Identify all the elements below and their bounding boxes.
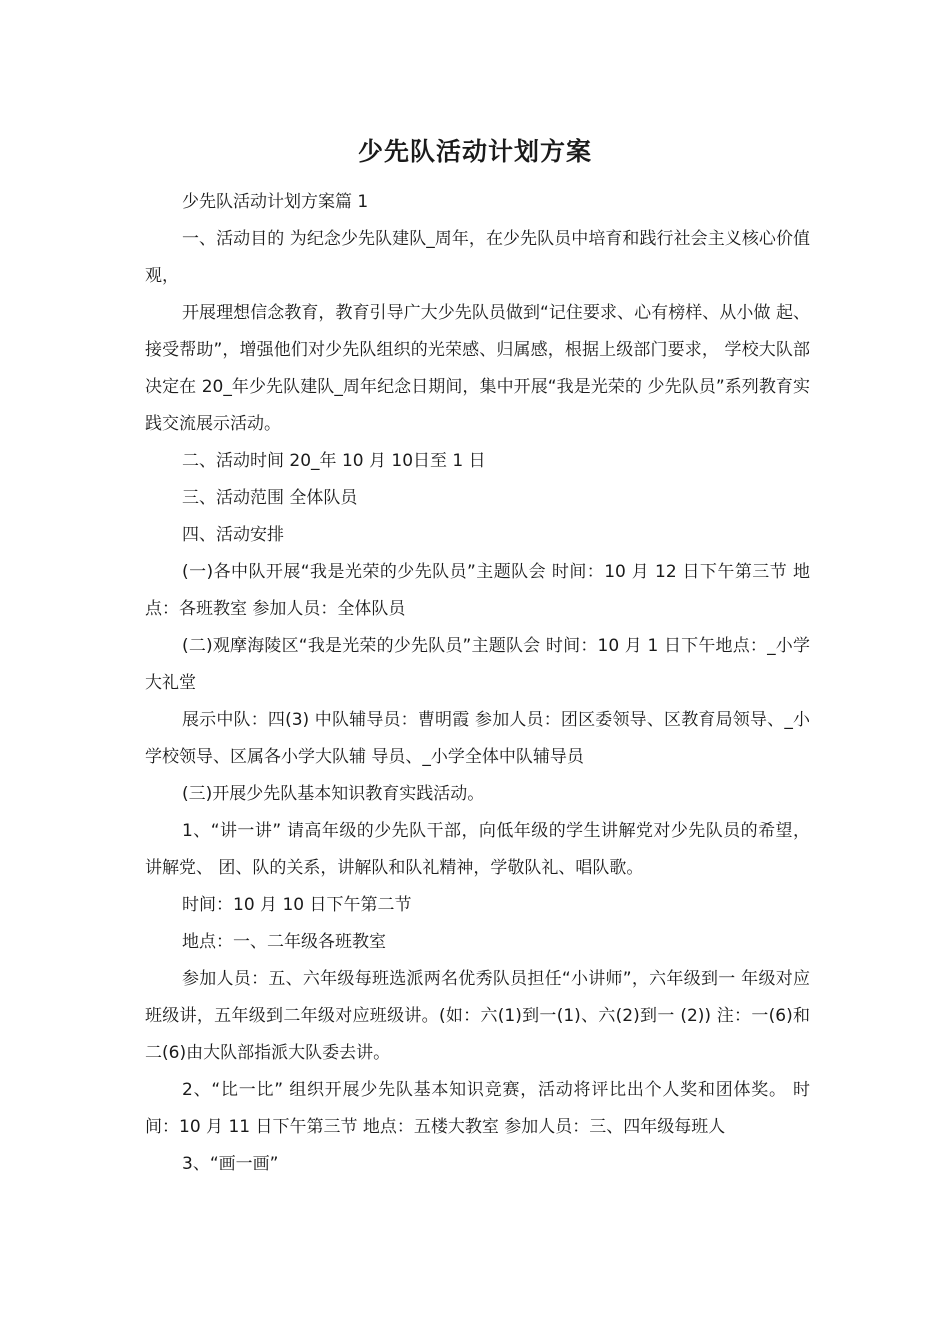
paragraph: 开展理想信念教育，教育引导广大少先队员做到“记住要求、心有榜样、从小做 起、接受帮助”，增强他们对少先队组织的光荣感、归属感，根据上级部门要求， 学校大队部决定在 20_年少先队建队_周年纪念日期间，集中开展“我是光荣的 少先队员”系列教育实践交流展示活动。 [145,303,810,434]
paragraph: 一、活动目的 为纪念少先队建队_周年，在少先队员中培育和践行社会主义核心价值观， [145,229,810,286]
paragraph: (一)各中队开展“我是光荣的少先队员”主题队会 时间：10 月 12 日下午第三节 地点：各班教室 参加人员：全体队员 [145,562,810,619]
paragraph: 展示中队：四(3) 中队辅导员：曹明霞 参加人员：团区委领导、区教育局领导、_小学校领导、区属各小学大队辅 导员、_小学全体中队辅导员 [145,710,810,767]
paragraph: 时间：10 月 10 日下午第二节 [182,895,412,915]
paragraph: 地点：一、二年级各班教室 [182,932,386,952]
paragraph: 参加人员：五、六年级每班选派两名优秀队员担任“小讲师”，六年级到一 年级对应班级讲，五年级到二年级对应班级讲。(如：六(1)到一(1)、六(2)到一 (2)) 注：一(6)和二(6)由大队部指派大队委去讲。 [145,969,810,1063]
paragraph: 三、活动范围 全体队员 [182,488,358,508]
paragraph: (二)观摩海陵区“我是光荣的少先队员”主题队会 时间：10 月 1 日下午地点：_小学大礼堂 [145,636,810,693]
document-title: 少先队活动计划方案 [357,137,592,166]
paragraph: 2、“比一比” 组织开展少先队基本知识竞赛，活动将评比出个人奖和团体奖。 时间：10 月 11 日下午第三节 地点：五楼大教室 参加人员：三、四年级每班人 [145,1080,810,1137]
paragraph: 二、活动时间 20_年 10 月 10日至 1 日 [182,451,486,471]
paragraph: 四、活动安排 [182,525,284,545]
paragraph: 3、“画一画” [182,1154,279,1174]
paragraph: 1、“讲一讲” 请高年级的少先队干部，向低年级的学生讲解党对少先队员的希望，讲解党、 团、队的关系，讲解队和队礼精神，学敬队礼、唱队歌。 [145,821,810,878]
document-body [145,184,810,1183]
paragraph: 少先队活动计划方案篇 1 [182,192,369,212]
paragraph: (三)开展少先队基本知识教育实践活动。 [182,784,485,804]
